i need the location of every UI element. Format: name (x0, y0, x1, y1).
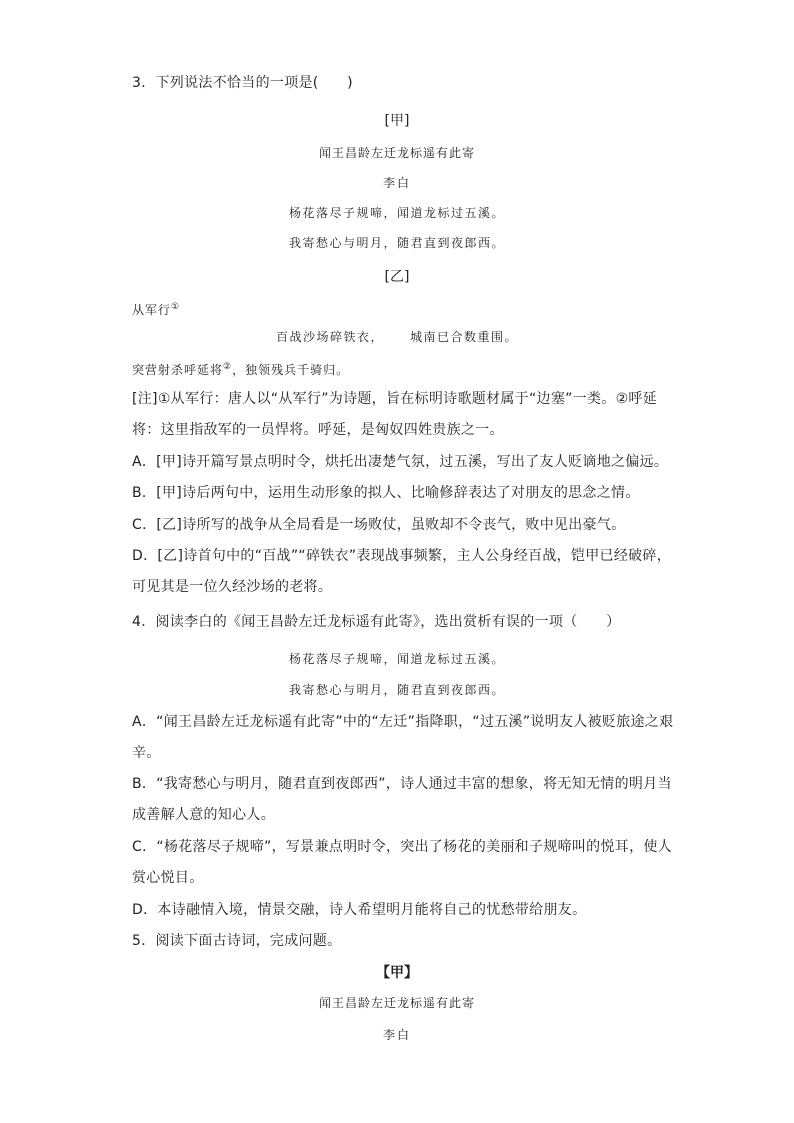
annotation-line-1: [注]①从军行：唐人以“从军行”为诗题，旨在标明诗歌题材属于“边塞”一类。②呼延 (132, 391, 658, 407)
q4-option-c: C．“杨花落尽子规啼”，写景兼点明时令，突出了杨花的美丽和子规啼叫的悦耳，使人 (132, 839, 672, 855)
question-3-stem: 3．下列说法不恰当的一项是( ) (132, 75, 353, 91)
q3-option-b: B．[甲]诗后两句中，运用生动形象的拟人、比喻修辞表达了对朋友的思念之情。 (132, 485, 640, 501)
q4-option-c-cont: 赏心悦目。 (132, 870, 204, 886)
q5-jia-label: 【甲】 (376, 965, 418, 981)
poem-jia-line-2: 我寄愁心与明月，随君直到夜郎西。 (288, 236, 505, 250)
question-4-stem: 4．阅读李白的《闻王昌龄左迁龙标遥有此寄》，选出赏析有误的一项（ ） (132, 614, 621, 630)
q4-option-b: B．“我寄愁心与明月，随君直到夜郎西”，诗人通过丰富的想象，将无知无情的明月当 (132, 776, 672, 792)
q4-option-b-cont: 成善解人意的知心人。 (132, 807, 275, 823)
q5-poem-title: 闻王昌龄左迁龙标遥有此寄 (318, 996, 475, 1010)
q4-option-a: A．“闻王昌龄左迁龙标遥有此寄”中的“左迁”指降职，“过五溪”说明友人被贬旅途之艰 (132, 714, 674, 730)
question-5-stem: 5．阅读下面古诗词，完成问题。 (132, 933, 342, 949)
poem-jia-line-1: 杨花落尽子规啼，闻道龙标过五溪。 (288, 206, 505, 220)
poem-yi-line-1 (0, 328, 794, 345)
poem-jia-author: 李白 (382, 176, 411, 190)
poem-yi-line-2 (132, 358, 349, 379)
q4-option-a-cont: 辛。 (132, 745, 161, 761)
q3-option-d: D．[乙]诗首句中的“百战”“碎铁衣”表现战事频繁，主人公身经百战，铠甲已经破碎， (132, 548, 672, 564)
poem-jia-title: 闻王昌龄左迁龙标遥有此寄 (318, 146, 475, 160)
footnote-marker-1: ① (171, 302, 181, 312)
q4-poem-line-1: 杨花落尽子规啼，闻道龙标过五溪。 (288, 652, 505, 666)
q3-option-c: C．[乙]诗所写的战争从全局看是一场败仗，虽败却不令丧气，败中见出豪气。 (132, 517, 626, 533)
poem-yi-line-1a: 百战沙场碎铁衣， (275, 330, 384, 344)
footnote-marker-2: ② (223, 362, 233, 372)
poem-yi-title (132, 298, 180, 319)
poem-jia-label: [甲] (384, 113, 410, 129)
poem-yi-label: [乙] (384, 269, 410, 285)
poem-yi-line-2b: ，独领残兵千骑归。 (232, 363, 350, 377)
q5-poem-author: 李白 (382, 1028, 411, 1042)
annotation-line-2: 将：这里指敌军的一员悍将。呼延，是匈奴四姓贵族之一。 (132, 422, 504, 438)
q4-poem-line-2: 我寄愁心与明月，随君直到夜郎西。 (288, 683, 505, 697)
q3-option-a: A．[甲]诗开篇写景点明时令，烘托出凄楚气氛，过五溪，写出了友人贬谪地之偏远。 (132, 454, 669, 470)
poem-yi-line-2a: 突营射杀呼延将 (132, 363, 224, 377)
poem-yi-line-1b: 城南已合数重围。 (410, 330, 519, 344)
q4-option-d: D．本诗融情入境，情景交融，诗人希望明月能将自己的忧愁带给朋友。 (132, 902, 587, 918)
poem-yi-title-text: 从军行 (132, 303, 172, 317)
q3-option-d-cont: 可见其是一位久经沙场的老将。 (132, 579, 333, 595)
